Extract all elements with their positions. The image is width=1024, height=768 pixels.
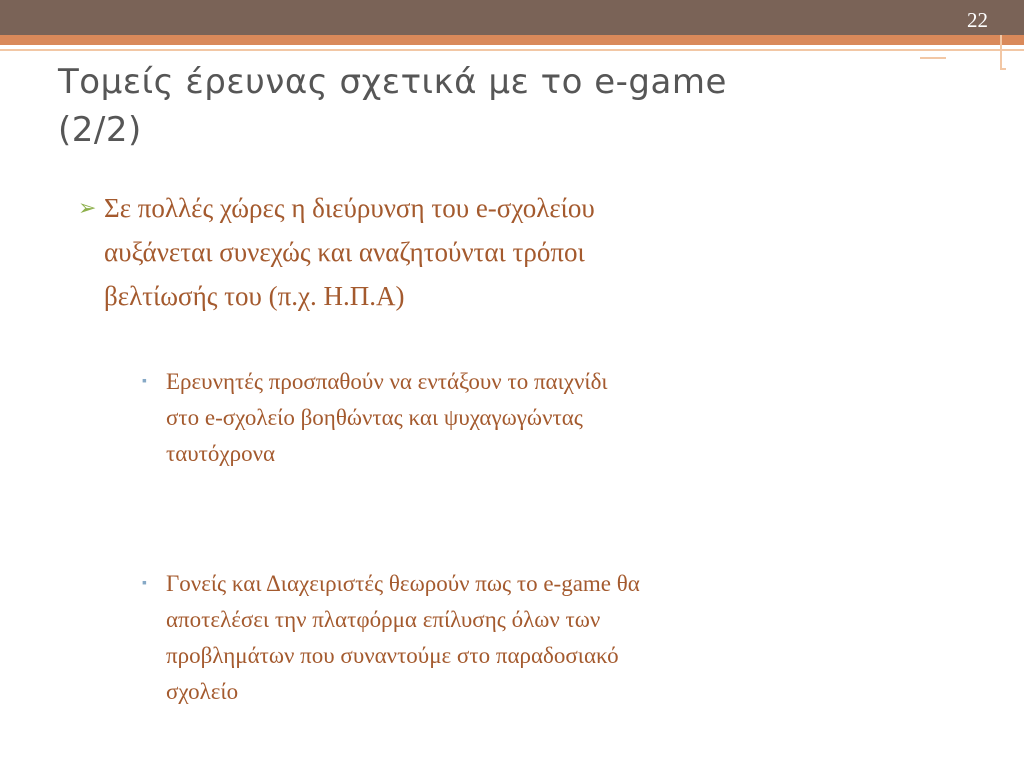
header-thin-line — [0, 49, 1024, 51]
bullet-line: σχολείο — [166, 679, 239, 704]
header-decoration — [1000, 35, 1006, 70]
bullet-level1 — [78, 186, 878, 318]
page-number: 22 — [967, 8, 988, 32]
bullet-line: προβλημάτων που συναντούμε στο παραδοσιακό — [166, 643, 619, 668]
header-accent-line — [0, 35, 1024, 45]
bullet-line: Σε πολλές χώρες η διεύρυνση του e-σχολείου — [104, 193, 595, 223]
bullet-text — [166, 364, 882, 472]
bullet-line: αποτελέσει την πλατφόρμα επίλυσης όλων των — [166, 607, 601, 632]
bullet-text — [166, 566, 882, 710]
bullet-level2 — [142, 364, 882, 472]
square-bullet-icon: ▪ — [142, 374, 147, 389]
square-bullet-icon: ▪ — [142, 576, 147, 591]
bullet-line: ταυτόχρονα — [166, 441, 276, 466]
bullet-line: βελτίωσής του (π.χ. Η.Π.Α) — [104, 281, 405, 311]
slide-title-line: Τομείς έρευνας σχετικά με το e-game — [58, 62, 727, 102]
bullet-line: αυξάνεται συνεχώς και αναζητούνται τρόποι — [104, 237, 585, 267]
slide-title — [58, 58, 958, 154]
bullet-text — [104, 186, 878, 318]
bullet-line: Γονείς και Διαχειριστές θεωρούν πως το e-game θα — [166, 571, 640, 596]
slide-title-line: (2/2) — [58, 110, 142, 150]
header-bar — [0, 0, 1024, 35]
bullet-line: Ερευνητές προσπαθούν να εντάξουν το παιχνίδι — [166, 369, 608, 394]
bullet-level2 — [142, 566, 882, 710]
bullet-line: στο e-σχολείο βοηθώντας και ψυχαγωγώντας — [166, 405, 583, 430]
arrow-bullet-icon: ➢ — [78, 195, 97, 220]
